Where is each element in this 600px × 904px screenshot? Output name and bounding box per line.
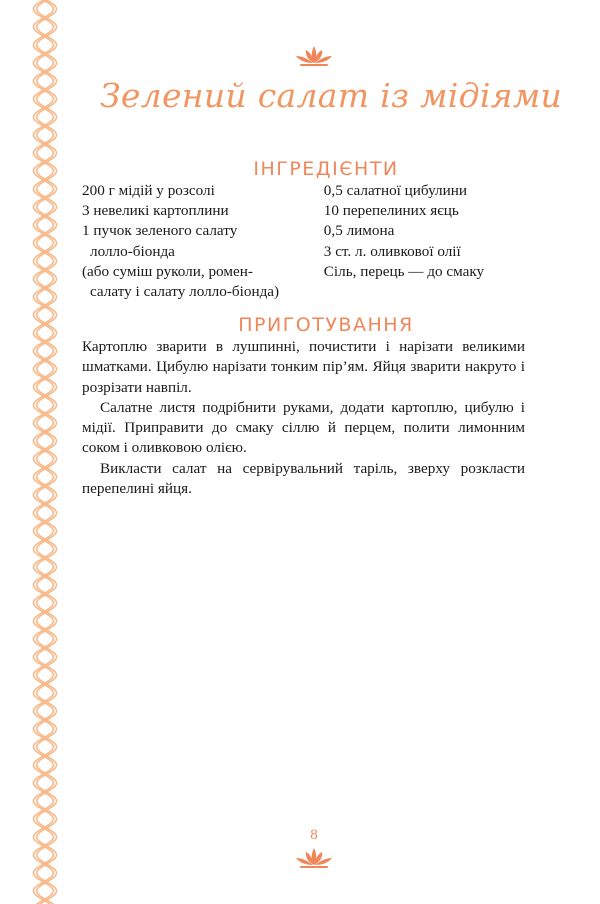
ingredient-item: 10 перепелиних яєць bbox=[323, 202, 459, 220]
ingredients-list bbox=[82, 181, 522, 302]
decorative-braid-border bbox=[28, 0, 62, 904]
recipe-title: Зелений салат із мідіями bbox=[99, 76, 563, 115]
ingredient-item: 1 пучок зеленого салату bbox=[82, 222, 238, 240]
preparation-heading: ПРИГОТУВАННЯ bbox=[238, 314, 414, 336]
preparation-steps bbox=[82, 337, 525, 499]
ingredient-item: салату і салату лолло-біонда) bbox=[90, 283, 280, 301]
ingredient-item: 3 ст. л. оливкової олії bbox=[323, 242, 461, 260]
page-number: 8 bbox=[310, 827, 318, 843]
ingredient-item: Сіль, перець — до смаку bbox=[323, 262, 485, 280]
ingredient-item: 0,5 салатної цибулини bbox=[323, 182, 467, 199]
preparation-step: Салатне листя подрібнити руками, додати картоплю, цибулю і мідії. Приправити до смаку сіллю й перцем, полити лимонним соком і оливковою олією. bbox=[82, 398, 525, 457]
ingredient-item: 3 невеликі картоплини bbox=[82, 202, 229, 220]
ingredient-item: 200 г мідій у розсолі bbox=[82, 182, 215, 199]
ingredients-heading: ІНГРЕДІЄНТИ bbox=[253, 158, 399, 180]
ingredients-right-column bbox=[324, 181, 522, 302]
ingredients-left-column bbox=[82, 181, 324, 302]
preparation-step: Викласти салат на сервірувальний таріль, зверху розкласти перепелині яйця. bbox=[82, 459, 525, 498]
ingredient-item: 0,5 лимона bbox=[323, 222, 395, 240]
ingredient-item: (або суміш руколи, ромен- bbox=[82, 262, 253, 280]
ingredient-item: лолло-біонда bbox=[90, 242, 175, 260]
preparation-step: Картоплю зварити в лушпинні, почистити і нарізати великими шматками. Цибулю нарізати тонким пір’ям. Яйця зварити накруто і розрізати навпіл. bbox=[82, 338, 525, 396]
bottom-lotus-ornament-icon bbox=[294, 846, 334, 870]
top-lotus-ornament-icon bbox=[294, 44, 334, 68]
